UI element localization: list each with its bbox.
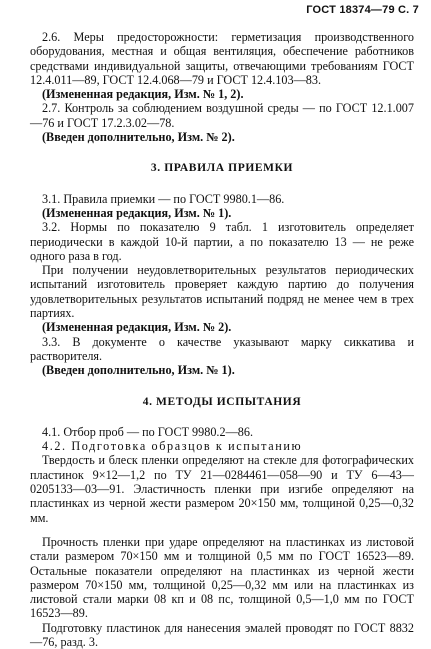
amendment-note: (Измененная редакция, Изм. № 1, 2).: [42, 87, 244, 102]
paragraph: 3.2. Нормы по показателю 9 табл. 1 изготовитель определяет периодически в каждой 10-й партии, а по показателю 13 — не реже одного раза в год.: [30, 220, 414, 263]
amendment-note: (Введен дополнительно, Изм. № 1).: [42, 363, 235, 378]
paragraph: Подготовку пластинок для нанесения эмалей проводят по ГОСТ 8832—76, разд. 3.: [30, 620, 414, 649]
section-heading: 3. ПРАВИЛА ПРИЕМКИ: [150, 162, 294, 175]
amendment-note: (Измененная редакция, Изм. № 1).: [42, 205, 232, 220]
subsection-title: 4.2. Подготовка образцов к испытанию: [42, 439, 303, 454]
section-heading: 4. МЕТОДЫ ИСПЫТАНИЯ: [142, 395, 302, 408]
paragraph: При получении неудовлетворительных результатов периодических испытаний изготовитель проверяет каждую партию до получения удовлетворительных результатов испытаний подряд не менее чем в трех партиях.: [30, 263, 414, 321]
paragraph: 3.3. В документе о качестве указывают марку сиккатива и растворителя.: [30, 334, 414, 363]
amendment-note: (Введен дополнительно, Изм. № 2).: [42, 130, 235, 145]
amendment-note: (Измененная редакция, Изм. № 2).: [42, 320, 232, 335]
document-body: [30, 30, 414, 649]
page-header: ГОСТ 18374—79 С. 7: [306, 4, 419, 16]
paragraph: 2.7. Контроль за соблюдением воздушной среды — по ГОСТ 12.1.007—76 и ГОСТ 17.2.3.02—78.: [30, 101, 414, 130]
paragraph: Прочность пленки при ударе определяют на пластинках из листовой стали размером 70×150 мм и толщиной 0,5 мм по ГОСТ 16523—89. Остальные показатели определяют на пластинках из черной жести размером 70×150 мм, толщиной 0,25—0,32 мм или на пластинках из листовой стали марки 08 кп и 08 пс, толщиной 0,5—1,0 мм по ГОСТ 16523—89.: [30, 534, 414, 621]
paragraph: Твердость и блеск пленки определяют на стекле для фотографических пластинок 9×12—1,2 по ТУ 21—0284461—058—90 и ТУ 6—43—0205133—03—91. Эластичность пленки при изгибе определяют на пластинках из черной жести размером 20×150 мм, толщиной 0,25—0,32 мм.: [30, 453, 414, 525]
paragraph: 4.1. Отбор проб — по ГОСТ 9980.2—86.: [42, 424, 253, 439]
paragraph: 3.1. Правила приемки — по ГОСТ 9980.1—86.: [42, 191, 285, 206]
paragraph-gap: [30, 525, 414, 535]
paragraph: 2.6. Меры предосторожности: герметизация производственного оборудования, местная и общая вентиляция, обеспечение работников средствами индивидуальной защиты, отвечающими требованиям ГОСТ 12.4.011—89, ГОСТ 12.4.068—79 и ГОСТ 12.4.103—83.: [30, 30, 414, 87]
